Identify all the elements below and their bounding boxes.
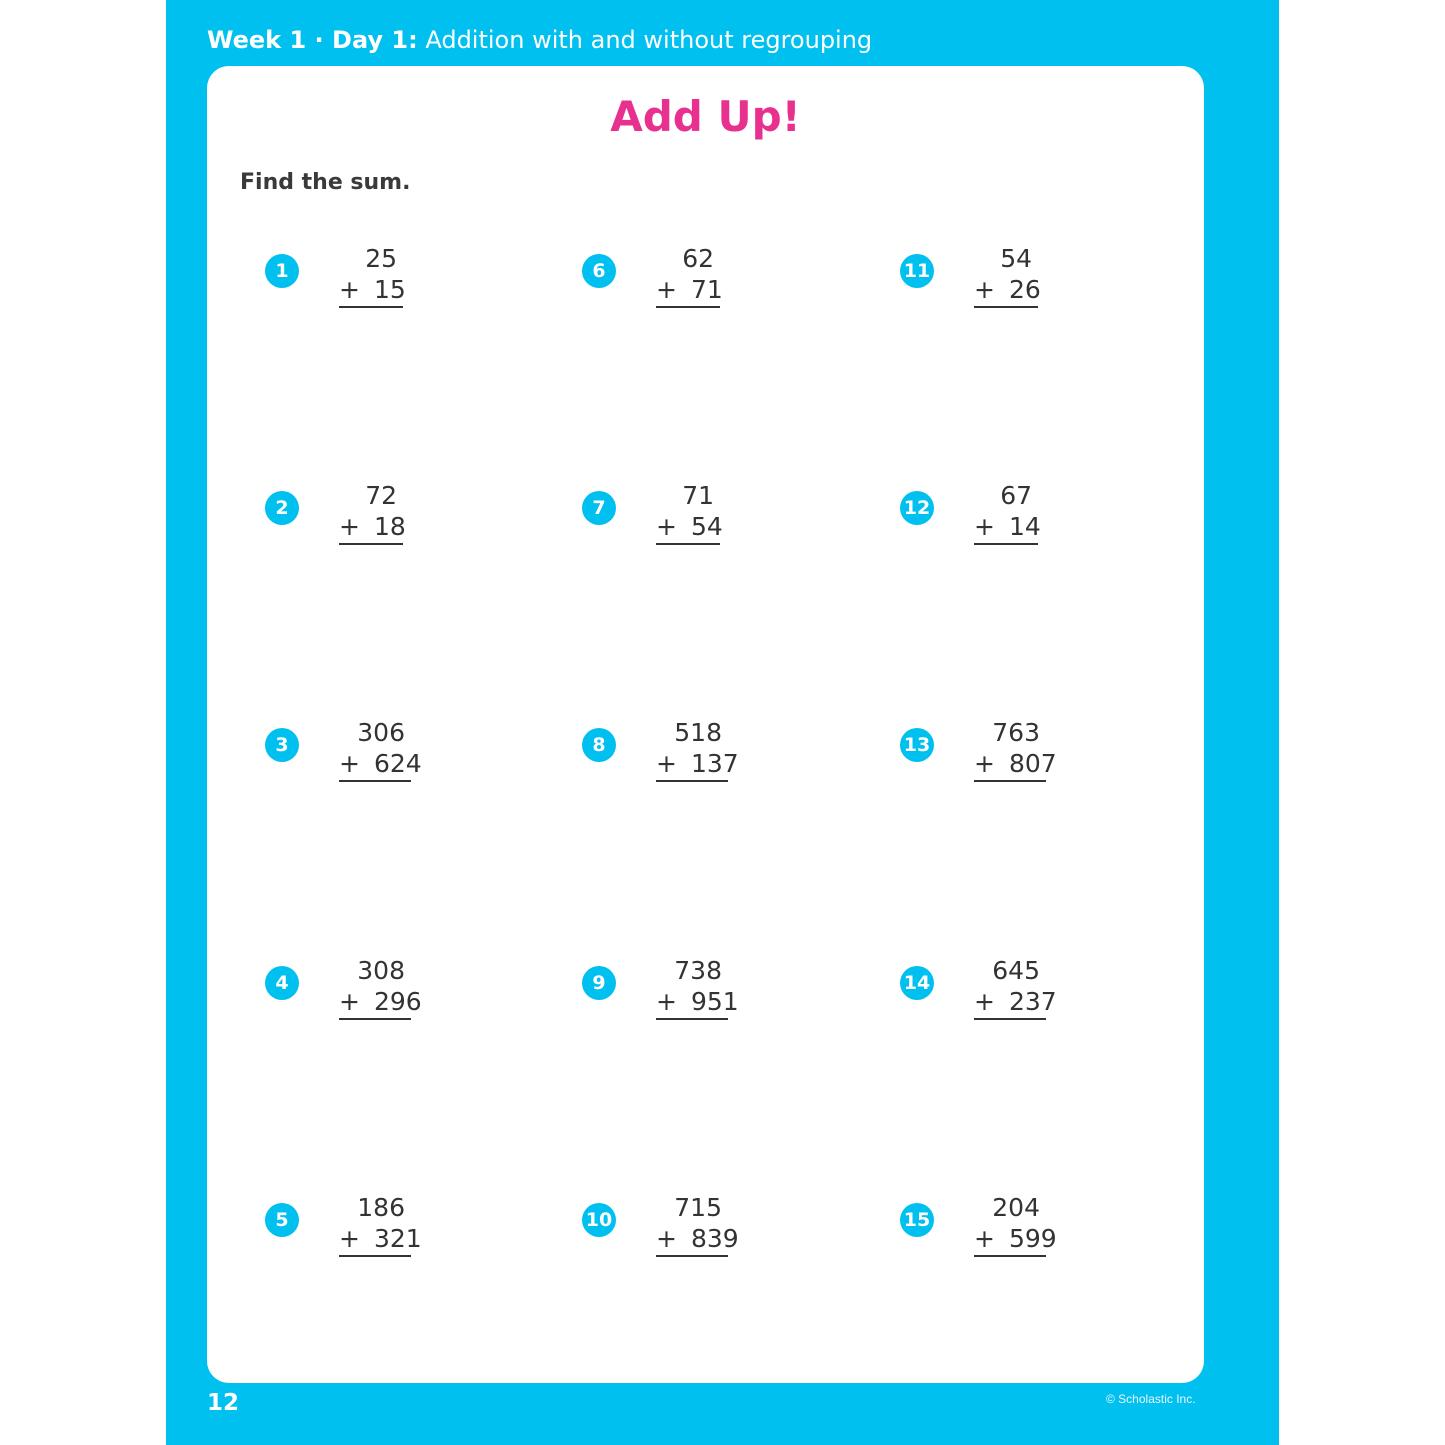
addition-stack	[974, 1192, 1057, 1257]
problem-number-badge: 2	[265, 491, 299, 525]
plus-sign: +	[656, 512, 677, 541]
addition-stack	[974, 717, 1057, 782]
addend-bottom: 71	[690, 275, 723, 304]
problem-12	[900, 480, 1100, 560]
plus-sign: +	[656, 275, 677, 304]
addition-stack	[656, 955, 739, 1020]
addend-bottom: 296	[373, 987, 422, 1016]
plus-sign: +	[339, 275, 360, 304]
addend-bottom: 807	[1008, 749, 1057, 778]
addition-stack	[974, 243, 1041, 308]
addend-bottom-row	[974, 986, 1057, 1020]
header-topic: Addition with and without regrouping	[417, 26, 873, 54]
addend-bottom: 15	[373, 275, 406, 304]
addend-top: 186	[357, 1193, 405, 1222]
plus-sign: +	[339, 1224, 360, 1253]
addition-stack	[339, 717, 422, 782]
problem-14	[900, 955, 1100, 1035]
addend-bottom: 624	[373, 749, 422, 778]
addition-stack	[656, 717, 739, 782]
problem-11	[900, 243, 1100, 323]
page-number: 12	[207, 1390, 240, 1416]
addend-top: 763	[992, 718, 1040, 747]
header-week-day: Week 1 · Day 1:	[207, 26, 418, 54]
addend-bottom: 18	[373, 512, 406, 541]
addend-top: 518	[674, 718, 722, 747]
addition-stack	[656, 480, 723, 545]
problem-number-badge: 5	[265, 1203, 299, 1237]
plus-sign: +	[656, 987, 677, 1016]
problem-number-badge: 9	[582, 966, 616, 1000]
addend-bottom: 321	[373, 1224, 422, 1253]
addend-bottom-row	[656, 274, 723, 308]
addend-bottom-row	[656, 511, 723, 545]
problem-13	[900, 717, 1100, 797]
problem-number-badge: 7	[582, 491, 616, 525]
plus-sign: +	[974, 987, 995, 1016]
problem-number-badge: 10	[582, 1203, 616, 1237]
addition-stack	[339, 1192, 422, 1257]
plus-sign: +	[974, 1224, 995, 1253]
plus-sign: +	[339, 512, 360, 541]
plus-sign: +	[974, 512, 995, 541]
addend-bottom-row	[339, 986, 422, 1020]
addition-stack	[974, 480, 1041, 545]
addend-bottom: 839	[690, 1224, 739, 1253]
problem-number-badge: 11	[900, 254, 934, 288]
addend-top: 72	[365, 481, 397, 510]
problem-7	[582, 480, 782, 560]
addend-top: 67	[1000, 481, 1032, 510]
problem-number-badge: 6	[582, 254, 616, 288]
addend-bottom: 54	[690, 512, 723, 541]
plus-sign: +	[656, 1224, 677, 1253]
addition-stack	[339, 243, 406, 308]
addend-top: 738	[674, 956, 722, 985]
addend-bottom-row	[974, 274, 1041, 308]
addend-bottom-row	[974, 1223, 1057, 1257]
plus-sign: +	[974, 749, 995, 778]
addition-stack	[656, 1192, 739, 1257]
page-title: Add Up!	[610, 92, 801, 141]
addend-top: 715	[674, 1193, 722, 1222]
problem-number-badge: 1	[265, 254, 299, 288]
plus-sign: +	[656, 749, 677, 778]
problem-number-badge: 4	[265, 966, 299, 1000]
problem-number-badge: 15	[900, 1203, 934, 1237]
addend-bottom-row	[339, 511, 406, 545]
addend-bottom-row	[339, 748, 422, 782]
addition-stack	[974, 955, 1057, 1020]
problem-5	[265, 1192, 465, 1272]
plus-sign: +	[974, 275, 995, 304]
addend-bottom-row	[974, 748, 1057, 782]
addend-top: 25	[365, 244, 397, 273]
addend-top: 306	[357, 718, 405, 747]
plus-sign: +	[339, 749, 360, 778]
addend-top: 645	[992, 956, 1040, 985]
problem-1	[265, 243, 465, 323]
problem-8	[582, 717, 782, 797]
addend-top: 71	[682, 481, 714, 510]
problem-number-badge: 12	[900, 491, 934, 525]
addend-top: 54	[1000, 244, 1032, 273]
plus-sign: +	[339, 987, 360, 1016]
addend-bottom-row	[974, 511, 1041, 545]
problem-4	[265, 955, 465, 1035]
page-header	[207, 26, 872, 60]
addend-bottom-row	[656, 1223, 739, 1257]
addition-stack	[656, 243, 723, 308]
addend-top: 62	[682, 244, 714, 273]
problem-number-badge: 14	[900, 966, 934, 1000]
addend-bottom: 26	[1008, 275, 1041, 304]
addition-stack	[339, 480, 406, 545]
addition-stack	[339, 955, 422, 1020]
problem-15	[900, 1192, 1100, 1272]
worksheet-card	[207, 66, 1204, 1383]
problem-number-badge: 3	[265, 728, 299, 762]
addend-bottom: 14	[1008, 512, 1041, 541]
copyright-notice: © Scholastic Inc.	[1106, 1392, 1196, 1406]
problem-2	[265, 480, 465, 560]
addend-bottom-row	[339, 1223, 422, 1257]
instructions: Find the sum.	[240, 170, 411, 195]
problem-number-badge: 13	[900, 728, 934, 762]
addend-bottom-row	[656, 748, 739, 782]
problem-10	[582, 1192, 782, 1272]
addend-bottom: 137	[690, 749, 739, 778]
addend-bottom: 237	[1008, 987, 1057, 1016]
addend-top: 204	[992, 1193, 1040, 1222]
problem-3	[265, 717, 465, 797]
addend-top: 308	[357, 956, 405, 985]
problem-6	[582, 243, 782, 323]
problem-9	[582, 955, 782, 1035]
problem-number-badge: 8	[582, 728, 616, 762]
addend-bottom-row	[656, 986, 739, 1020]
addend-bottom-row	[339, 274, 406, 308]
addend-bottom: 599	[1008, 1224, 1057, 1253]
addend-bottom: 951	[690, 987, 739, 1016]
